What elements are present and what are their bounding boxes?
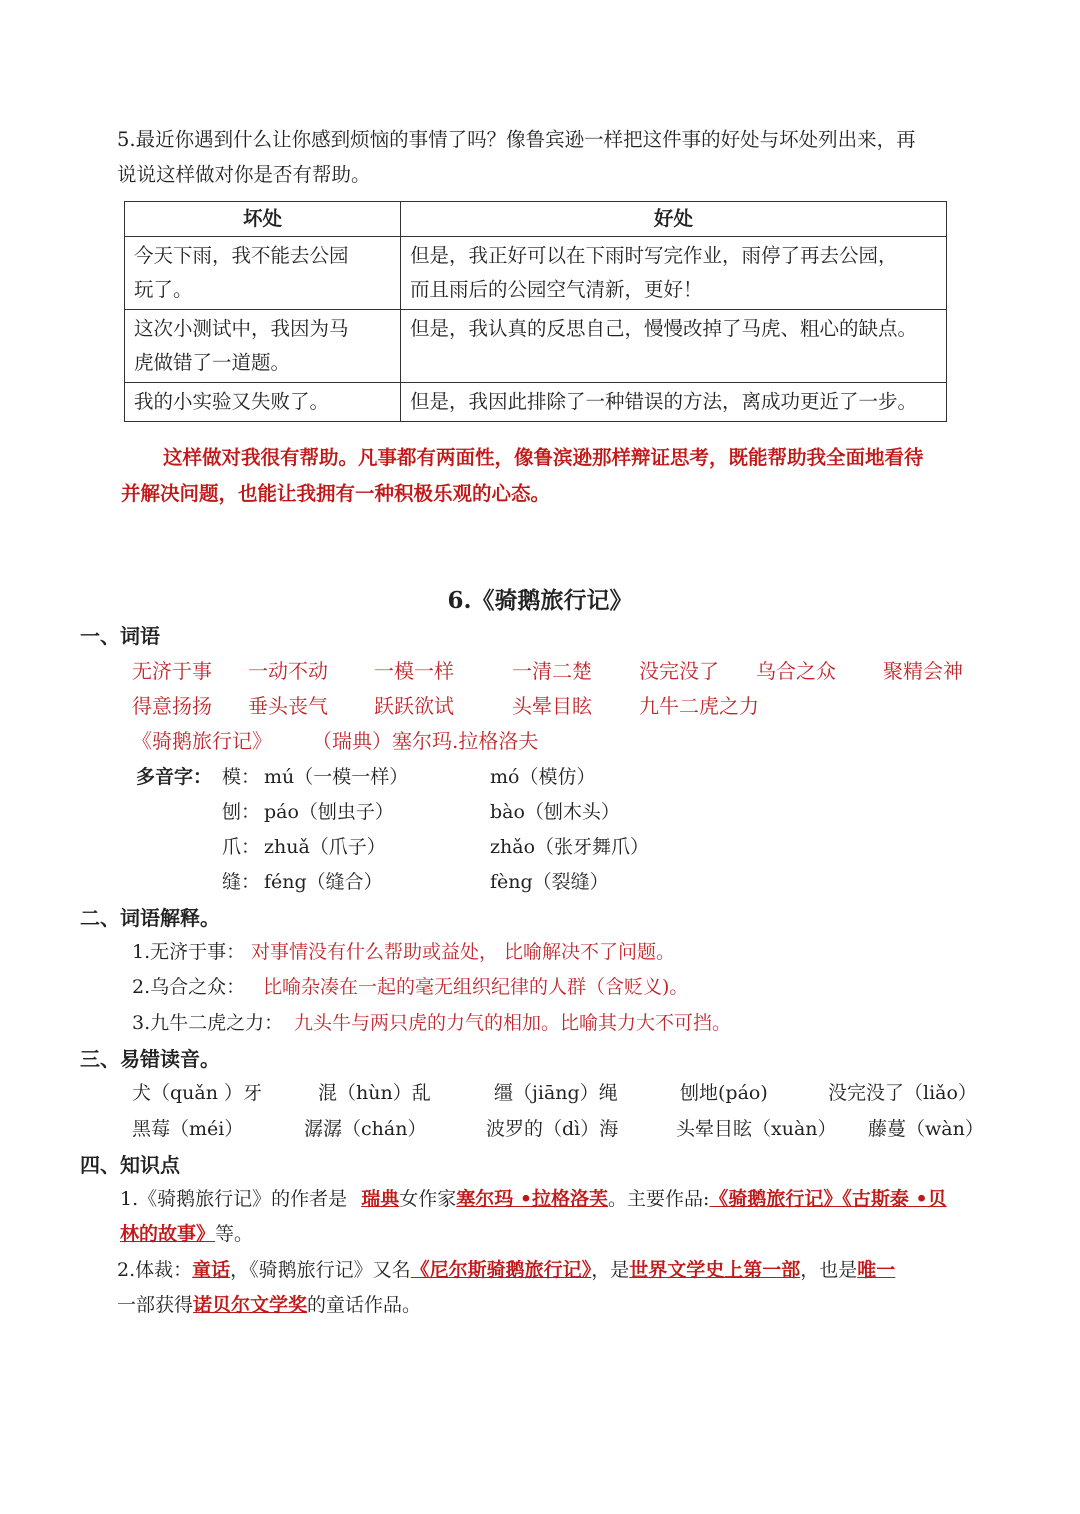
- polyphone-reading: féng（缝合）: [264, 871, 383, 893]
- answer5-line2: 并解决问题，也能让我拥有一种积极乐观的心态。: [121, 482, 551, 505]
- polyphone-reading: zhǎo（张牙舞爪）: [490, 836, 650, 858]
- polyphone-reading: bào（刨木头）: [490, 801, 620, 823]
- word: 乌合之众: [756, 659, 836, 683]
- polyphone-char: 缝：: [222, 871, 261, 893]
- section2-heading: 二、词语解释。: [80, 906, 220, 930]
- word: 跃跃欲试: [374, 694, 454, 718]
- table-cell-bad: 这次小测试中，我因为马 虎做错了一道题。: [125, 310, 401, 383]
- header-bad: 坏处: [125, 202, 401, 237]
- pronunciation-item: 犬（quǎn ）牙: [132, 1082, 263, 1104]
- definition-term: 2.乌合之众：: [132, 976, 246, 998]
- polyphone-reading: páo（刨虫子）: [264, 801, 394, 823]
- answer-only: 唯一: [857, 1259, 896, 1281]
- table-cell-good: 但是，我认真的反思自己，慢慢改掉了马虎、粗心的缺点。: [401, 310, 947, 383]
- table-cell-good: 但是，我因此排除了一种错误的方法，离成功更近了一步。: [401, 383, 947, 422]
- lesson-title: 6.《骑鹅旅行记》: [447, 587, 633, 614]
- word: 九牛二虎之力: [639, 694, 759, 718]
- question5-line1: 5.最近你遇到什么让你感到烦恼的事情了吗？像鲁宾逊一样把这件事的好处与坏处列出来，再: [117, 128, 916, 151]
- answer-country: 瑞典: [361, 1188, 400, 1210]
- question5-line2: 说说这样做对你是否有帮助。: [117, 163, 371, 186]
- polyphone-reading: mú（一模一样）: [264, 766, 409, 788]
- word: 头晕目眩: [512, 694, 592, 718]
- table-cell-bad: 我的小实验又失败了。: [125, 383, 401, 422]
- table-header-row: [125, 202, 947, 237]
- pronunciation-item: 波罗的（dì）海: [486, 1118, 619, 1140]
- definition-term: 1.无济于事：: [132, 941, 246, 963]
- word: 一清二楚: [512, 659, 592, 683]
- pronunciation-item: 缰（jiāng）绳: [494, 1082, 618, 1104]
- word: 无济于事: [132, 659, 212, 683]
- pronunciation-item: 混（hùn）乱: [318, 1082, 431, 1104]
- definition-text: 比喻杂凑在一起的毫无组织纪律的人群（含贬义)。: [263, 976, 689, 998]
- book-author: （瑞典）塞尔玛.拉格洛夫: [312, 729, 539, 753]
- polyphone-char: 爪：: [222, 836, 261, 858]
- definition-text: 对事情没有什么帮助或益处， 比喻解决不了问题。: [251, 941, 676, 963]
- word: 一动不动: [248, 659, 328, 683]
- comparison-table: [124, 201, 947, 422]
- answer-alt-title: 《尼尔斯骑鹅旅行记》: [410, 1259, 592, 1281]
- section3-heading: 三、易错读音。: [80, 1047, 220, 1071]
- section4-heading: 四、知识点: [80, 1153, 180, 1177]
- table-cell-bad: 今天下雨，我不能去公园 玩了。: [125, 237, 401, 310]
- knowledge-point-1-cont: 林的故事》等。: [120, 1223, 254, 1245]
- word: 聚精会神: [883, 659, 963, 683]
- polyphone-reading: mó（模仿）: [490, 766, 596, 788]
- definition-text: 九头牛与两只虎的力气的相加。比喻其力大不可挡。: [294, 1012, 732, 1034]
- polyphone-char: 模：: [222, 766, 261, 788]
- table-row: [125, 310, 947, 383]
- pronunciation-item: 刨地(páo): [680, 1082, 768, 1104]
- table-row: [125, 237, 947, 310]
- polyphone-reading: fèng（裂缝）: [490, 871, 609, 893]
- polyphone-char: 刨：: [222, 801, 261, 823]
- answer-genre: 童话: [192, 1259, 231, 1281]
- table-row: [125, 383, 947, 422]
- pronunciation-item: 头晕目眩（xuàn）: [676, 1118, 837, 1140]
- answer-prize: 诺贝尔文学奖: [193, 1294, 308, 1316]
- answer5-line1: 这样做对我很有帮助。凡事都有两面性，像鲁滨逊那样辩证思考，既能帮助我全面地看待: [163, 446, 924, 469]
- header-good: 好处: [401, 202, 947, 237]
- answer-works-cont: 林的故事》: [120, 1223, 216, 1245]
- knowledge-point-2: 2.体裁：童话，《骑鹅旅行记》又名《尼尔斯骑鹅旅行记》，是世界文学史上第一部，也是唯一: [117, 1259, 896, 1281]
- pronunciation-item: 黑莓（méi）: [132, 1118, 244, 1140]
- table-cell-good: 但是，我正好可以在下雨时写完作业，雨停了再去公园， 而且雨后的公园空气清新，更好！: [401, 237, 947, 310]
- pronunciation-item: 藤蔓（wàn）: [868, 1118, 984, 1140]
- answer-works: 《骑鹅旅行记》《古斯泰 •贝: [709, 1188, 947, 1210]
- answer-author: 塞尔玛 •拉格洛芙: [456, 1188, 608, 1210]
- knowledge-point-2-cont: 一部获得诺贝尔文学奖的童话作品。: [117, 1294, 422, 1316]
- word: 一模一样: [374, 659, 454, 683]
- word: 没完没了: [639, 659, 719, 683]
- answer-first: 世界文学史上第一部: [629, 1259, 801, 1281]
- pronunciation-item: 潺潺（chán）: [304, 1118, 427, 1140]
- word: 得意扬扬: [132, 694, 212, 718]
- polyphone-label: 多音字：: [136, 766, 213, 788]
- polyphone-reading: zhuǎ（爪子）: [264, 836, 386, 858]
- book-title: 《骑鹅旅行记》: [132, 729, 272, 753]
- knowledge-point-1: 1.《骑鹅旅行记》的作者是 瑞典女作家塞尔玛 •拉格洛芙。主要作品:《骑鹅旅行记》《古斯泰 •贝: [120, 1188, 947, 1210]
- pronunciation-item: 没完没了（liǎo）: [828, 1082, 977, 1104]
- word: 垂头丧气: [248, 694, 328, 718]
- section1-heading: 一、词语: [80, 624, 160, 648]
- definition-term: 3.九牛二虎之力：: [132, 1012, 284, 1034]
